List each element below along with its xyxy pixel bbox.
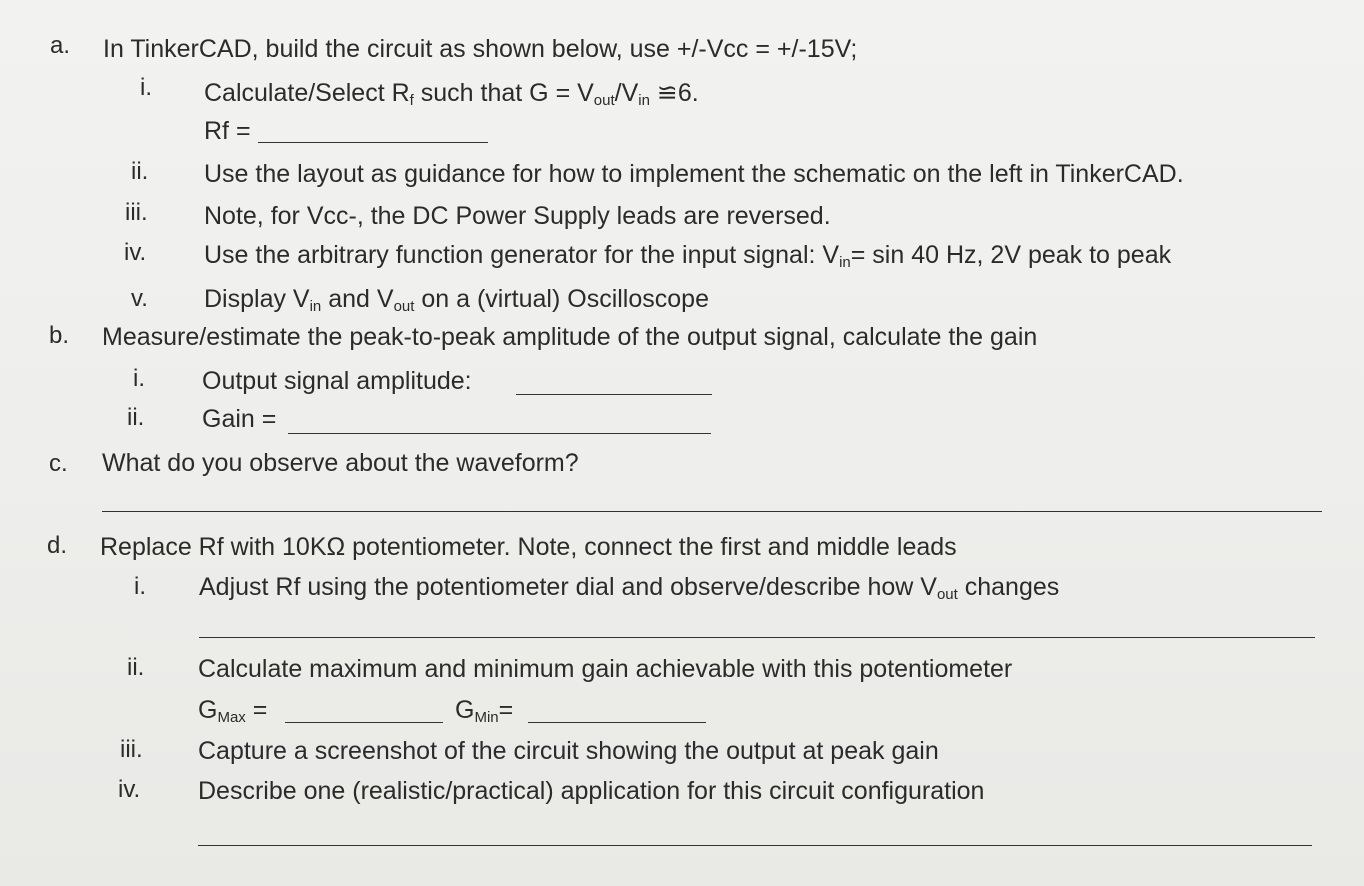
section-d-label: d.	[47, 532, 68, 559]
section-c-label: c.	[49, 450, 68, 477]
section-b-text: Measure/estimate the peak-to-peak amplitude of the output signal, calculate the gain	[102, 323, 1038, 351]
item-a-i-label: i.	[140, 74, 152, 101]
gmax-label: $G_{Max}$ =	[198, 696, 268, 726]
item-d-ii-label: ii.	[127, 654, 145, 681]
item-d-iii-text: Capture a screenshot of the circuit showing the output at peak gain	[198, 737, 939, 765]
item-d-i-label: i.	[134, 573, 146, 600]
item-a-ii-label: ii.	[131, 158, 149, 185]
item-d-ii-text: Calculate maximum and minimum gain achievable with this potentiometer	[198, 655, 1013, 683]
item-d-iv-label: iv.	[118, 776, 141, 803]
output-amplitude-blank[interactable]	[516, 394, 712, 395]
item-d-iv-text: Describe one (realistic/practical) application for this circuit configuration	[198, 777, 985, 805]
section-b-label: b.	[49, 322, 70, 349]
section-d-text: Replace Rf with 10KΩ potentiometer. Note, connect the first and middle leads	[100, 533, 957, 561]
vout-change-blank[interactable]	[199, 637, 1315, 638]
item-a-i-text: Calculate/Select $R_f$ such that $G = V_{out}/V_{in}$ ≌6.	[204, 79, 699, 109]
section-a-label: a.	[50, 32, 71, 59]
waveform-observation-blank[interactable]	[102, 511, 1322, 512]
item-a-iii-text: Note, for Vcc-, the DC Power Supply leads are reversed.	[204, 202, 831, 230]
item-b-ii-label: ii.	[127, 404, 145, 431]
item-b-i-text: Output signal amplitude:	[202, 367, 472, 395]
item-a-iv-label: iv.	[124, 239, 147, 266]
item-d-i-text: Adjust Rf using the potentiometer dial and observe/describe how $V_{out}$ changes	[199, 573, 1060, 603]
item-d-iii-label: iii.	[120, 736, 143, 763]
item-a-v-label: v.	[131, 285, 148, 312]
rf-answer-blank[interactable]	[258, 142, 488, 143]
section-a-text: In TinkerCAD, build the circuit as shown below, use +/-Vcc = +/-15V;	[103, 35, 858, 63]
item-a-ii-text: Use the layout as guidance for how to implement the schematic on the left in TinkerCAD.	[204, 160, 1184, 188]
item-a-v-text: Display $V_{in}$ and $V_{out}$ on a (virtual) Oscilloscope	[204, 285, 709, 315]
application-blank[interactable]	[198, 845, 1312, 846]
item-b-ii-text: Gain =	[202, 405, 277, 433]
gmax-blank[interactable]	[285, 722, 443, 723]
rf-answer-label: Rf =	[204, 117, 251, 145]
gmin-blank[interactable]	[528, 722, 706, 723]
item-b-i-label: i.	[133, 365, 145, 392]
item-a-iv-text: Use the arbitrary function generator for the input signal: $V_{in}= \sin 40$ Hz, 2V peak to peak	[204, 241, 1172, 271]
gmin-label: $G_{Min}=$	[455, 696, 514, 726]
gain-blank[interactable]	[288, 433, 711, 434]
section-c-text: What do you observe about the waveform?	[102, 449, 579, 477]
item-a-iii-label: iii.	[125, 199, 148, 226]
